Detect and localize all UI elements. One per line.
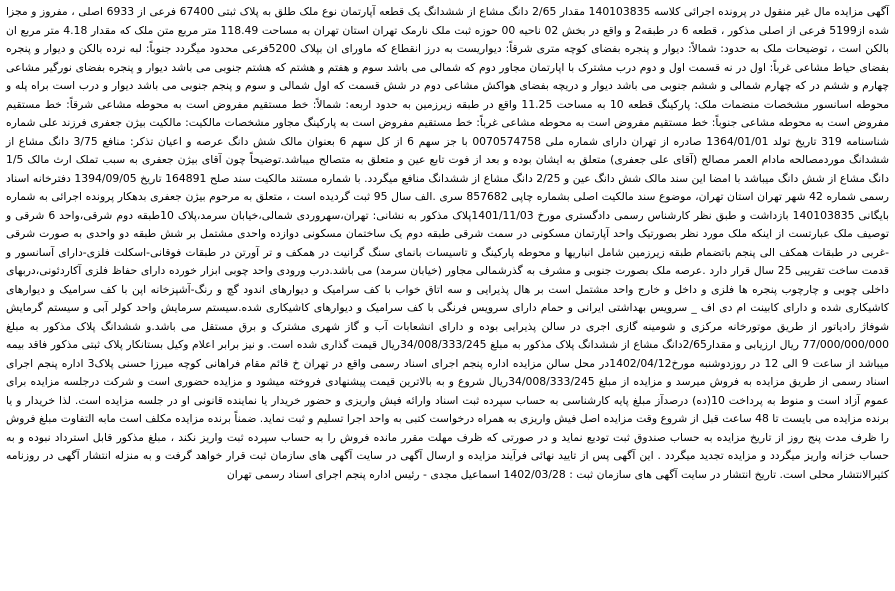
auction-notice-text: آگهی مزایده مال غیر منقول در پرونده اجرائی کلاسه 140103835 مقدار 2/65 دانگ مشاع از ششدانگ یک قطعه آپارتمان نوع ملک طلق به پلاک ثبتی 67400 فرعی از 6933 اصلی ، مفروز و مجزا شده از5199 فرعی از اصلی مذکور ، قطعه 6 در طبقه2 و واقع در بخش 02 ناحیه 00 حوزه ثبت ملک نارمک تهران استان تهران به مساحت 118.49 متر مربع متن ملک که مقدار 4.18 متر مربع ان بالکن است ، توضیحات ملک به حدود: شمالاً: دیوار و پنجره بفضای کوچه متری شرقاً: دیواریست به درز انقطاع که ماورای ان بپلاک 5200فرعی محدود میگردد جنوباً: لبه نرده بالکن و دیوار و پنجره بفضای حیاط مشاعی غرباً: اول در نه قسمت اول و دوم درب مشترک با اپارتمان مجاور دوم که شمالی می باشد سوم و هفتم و هشتم که هشتم جنوبی می باشد دیوار و پنجره بفضای نورگیر مشاعی چهارم و ششم در که چهارم شمالی و ششم جنوبی می باشد دیوار و دریچه بفضای هواکش مشاعی دوم در شش قسمت که اول شمالی و سوم و پنجم جنوبی می باشد دیوار و درب است براه پله و محوطه اسانسور مشخصات منضمات ملک: پارکینگ قطعه 10 به مساحت 11.25 واقع در طبقه زیرزمین به حدود اربعه: شمالاً: خط مستقیم مفروض است به محوطه مشاعی شرقاً: خط مستقیم مفروض است به محوطه مشاعی جنوباً: خط مستقیم مفروض است به محوطه مشاعی غرباً: خط مستقیم مفروض است به پارکینگ مجاور مشخصات مالکیت: مالکیت بیژن جعفری فرزند علی شماره شناسنامه 319 تاریخ تولد 1364/01/01 صادره از تهران دارای شماره ملی 0070574758 با جز سهم 6 از کل سهم 6 بعنوان مالک شش دانگ عرصه و اعیان تذکر: منافع 3/75 دانگ مشاع از ششدانگ موردمصالحه مادام العمر مصالح (آقای علی جعفری) متعلق به ایشان بوده و بعد از فوت تابع عین و متعلق به متصالح میباشد.توضیحاً چون آقای بیژن جعفری به سبب تملک ارث مالک 1/5 دانگ مشاع از شش دانگ میباشد با امضا این سند مالک شش دانگ عین و 2/25 دانگ مشاع از ششدانگ منافع میگردد. با شماره مستند مالکیت سند صلح 164891 تاریخ 1394/09/05 دفترخانه اسناد رسمی شماره 42 شهر تهران استان تهران، موضوع سند مالکیت اصلی بشماره چاپی 857682 سری .الف سال 95 ثبت گردیده است ، متعلق به مرحوم بیژن جعفری بدهکار پرونده اجرائی به شماره بایگانی 140103835 بازداشت و طبق نظر کارشناس رسمی دادگستری مورخ 1401/11/03پلاک مذکور به نشانی: تهران،سهروردی شمالی،خیابان سرمد،پلاک 10طبقه دوم شرقی،واحد 6 شرقی و توصیف ملک عبارتست از اینکه ملک مورد نظر بصورتیک واحد آپارتمان مسکونی در سمت شرقی طبقه دوم یک ساختمان مسکونی دوازده واحدی مشتمل بر شش طبقه دو واحدی به صورت شرقی -غربی در طبقات همکف الی پنجم باتضمام طبقه زیرزمین شامل انباریها و محوطه پارکینگ و تاسیسات بانمای سنگ گرانیت در همکف و تر آورتن در طبقات فوقانی-اسکلت فلزی-دارای آسانسور و قدمت ساخت تقریبی 25 سال قرار دارد .عرصه ملک بصورت جنوبی و مشرف به گذرشمالی مجاور (خیابان سرمد) می باشد.درب ورودی واحد چوبی ابزار خورده دارای حفاظ فلزی آکاردئونی،دربهای داخلی چوبی و چارچوب پنجره ها فلزی و داخل و خارج واحد مشتمل است بر هال پذیرایی و سه اتاق خواب با کف سرامیک و دیوارهای اندود گچ و رنگ-آشپزخانه اپن با کف سرامیک و دیوارهای کاشیکاری شده و دارای کابینت ام دی اف _ سرویس بهداشتی ایرانی و حمام دارای سرویس فرنگی با کف سرامیک و دیوارهای کاشیکاری شده.سیستم سرمایش واحد کولر آبی و سیستم گرمایش شوفاژ رادیاتور از طریق موتورخانه مرکزی و شومینه گازی اجری در سالن پذیرایی بوده و دارای انشعابات آب و گاز شهری مشترک و برق مستقل می باشد.و ششدانگ پلاک مذکور به مبلغ 77/000/000/000 ریال ارزیابی و مقدار2/65دانگ مشاع از ششدانگ پلاک مذکور به مبلغ 34/008/333/245ریال قیمت گذاری شده است. و نیز برابر اعلام وکیل بستانکار پلاک ثبتی مذکور فاقد بیمه میباشد از ساعت 9 الی 12 در روزدوشنبه مورخ1402/04/12در محل سالن مزایده اداره پنجم اجرای اسناد رسمی واقع در تهران خ قائم مقام فراهانی کوچه میرزا حسنی پلاک3 اداره پنجم اجرای اسناد رسمی از طریق مزایده به فروش میرسد و مزایده از مبلغ 34/008/333/245ریال شروع و به بالاترین قیمت پیشنهادی فروخته میشود و مزایده حضوری است و شرکت درجلسه مزایده برای عموم آزاد است و منوط به پرداخت 10(ده) درصدآز مبلغ پایه کارشناسی به حساب سپرده ثبت اسناد وارائه فیش واریزی و حضور خریدار یا نماینده قانونی او در جلسه مزایده است. لذا خریدار و یا برنده مزایده می بایست تا 48 ساعت قبل از شروع وقت مزایده اصل فیش واریزی به همراه درخواست کتبی به واحد اجرا تسلیم و ثبت نماید. ضمناً برنده مزایده مکلف است مابه التفاوت مبلغ فروش را ظرف مدت پنج روز از تاریخ مزایده به حساب صندوق ثبت تودیع نماید و در صورتی که ظرف مهلت مقرر مانده فروش را به حساب سپرده ثبت واریز نکند ، مبلغ مذکور قابل استرداد نبوده و به حساب خزانه واریز میگردد و مزایده تجدید میگردد . این آگهی پس از تایید نهائی فرآیند مزایده و ارسال آگهی در سایت آگهی های سازمان ثبت قرار خواهد گرفت و به منزله انتشار آگهی در روزنامه کثیرالانتشار محلی است. تاریخ انتشار در سایت آگهی های سازمان ثبت : 1402/03/28 اسماعیل مجدی - رئیس اداره پنجم اجرای اسناد رسمی تهران — [2, 5, 890, 481]
